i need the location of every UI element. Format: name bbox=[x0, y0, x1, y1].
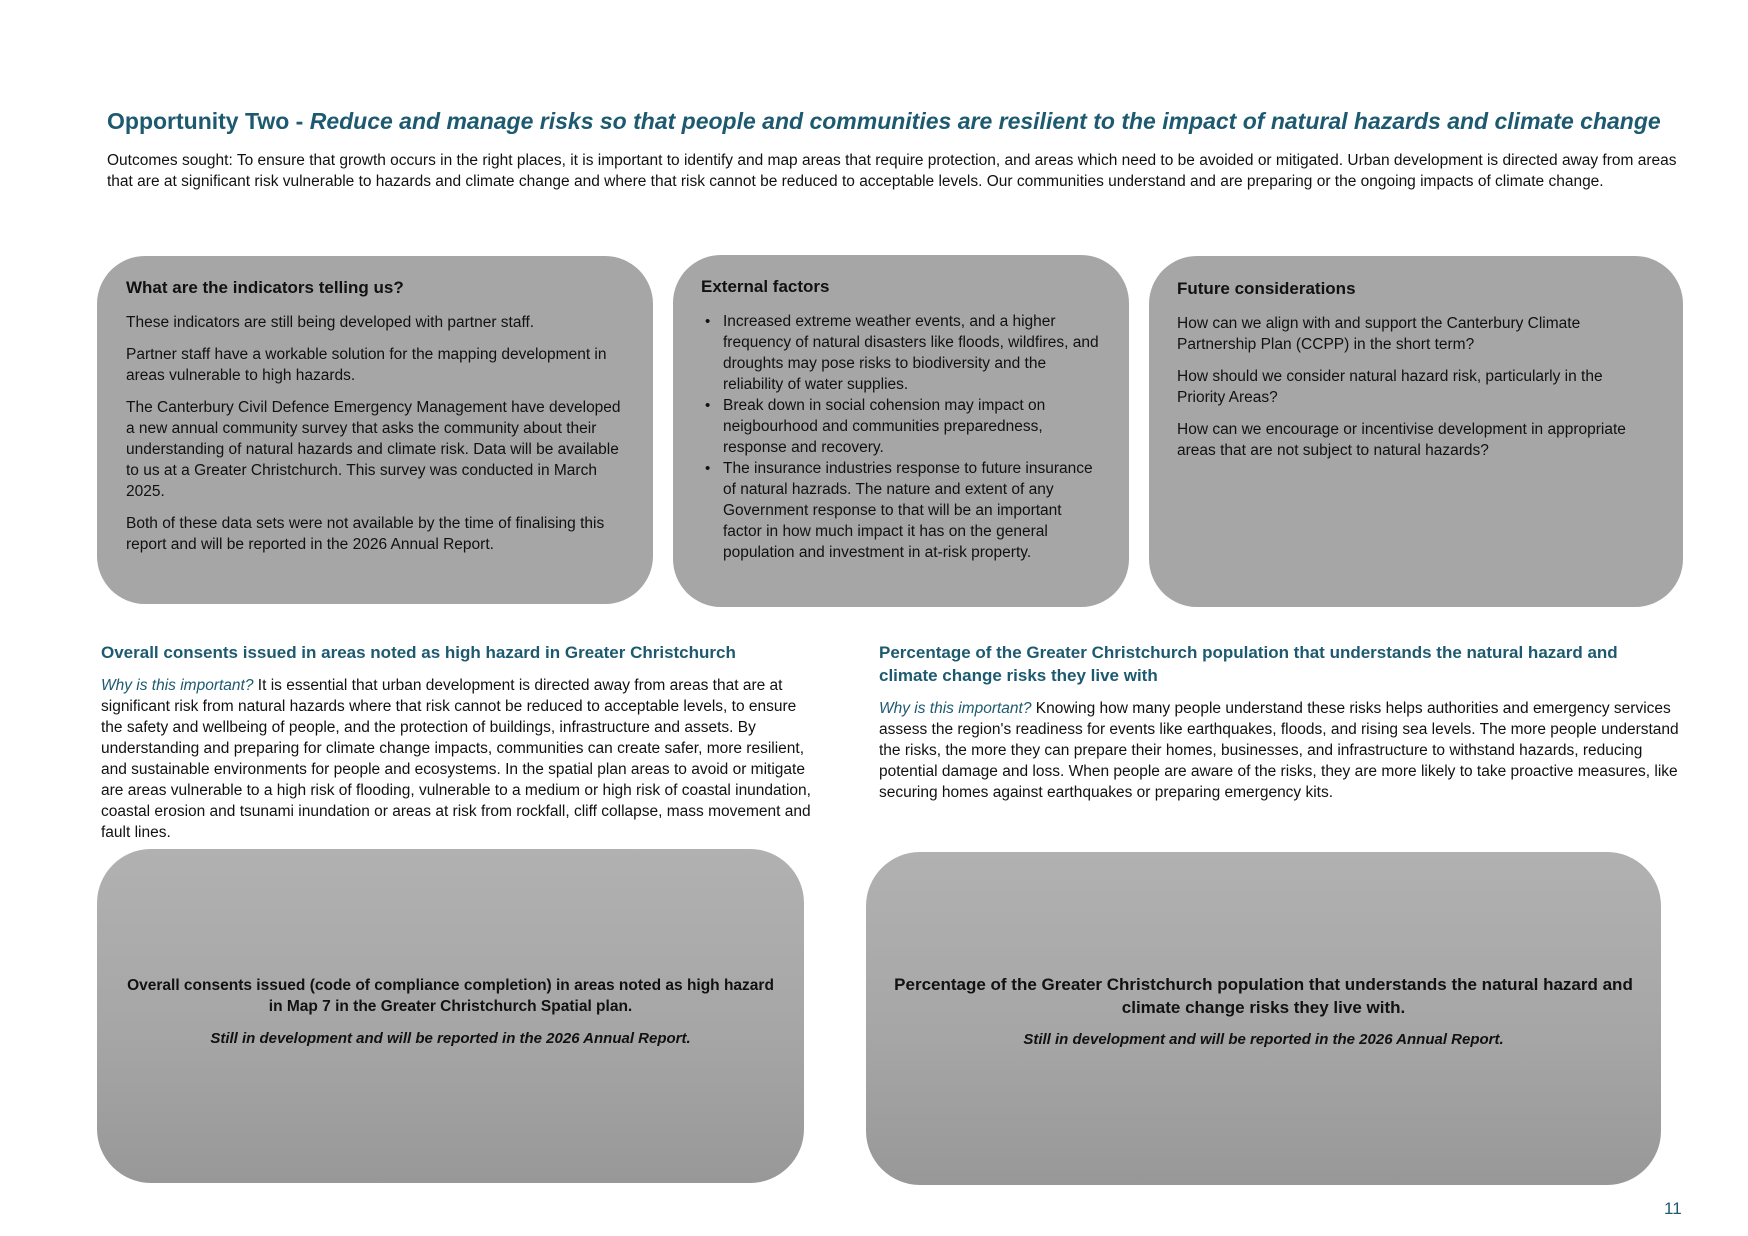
external-factors-panel bbox=[673, 255, 1129, 607]
population-placeholder-title: Percentage of the Greater Christchurch population that understands the natural hazard and climate change risks they live with. bbox=[894, 975, 1633, 1017]
indicators-paragraph: Partner staff have a workable solution for the mapping development in areas vulnerable to high hazards. bbox=[126, 346, 607, 384]
external-factor-item: • Increased extreme weather events, and a higher frequency of natural disasters like floods, wildfires, and droughts may pose risks to biodiversity and the reliability of water supplies. bbox=[701, 311, 1101, 395]
external-factors-list bbox=[701, 311, 1101, 563]
indicators-paragraph: These indicators are still being developed with partner staff. bbox=[126, 314, 535, 331]
page-heading bbox=[107, 108, 1667, 135]
indicators-paragraph: The Canterbury Civil Defence Emergency Management have developed a new annual community survey that asks the community about their understanding of natural hazards and climate risk. Data will be available to us at a Greater Christchurch. This survey was conducted in March 2025. bbox=[126, 399, 621, 500]
future-considerations-title: Future considerations bbox=[1177, 279, 1356, 298]
consents-section bbox=[101, 641, 821, 843]
page-number: 11 bbox=[1664, 1199, 1682, 1218]
population-understanding-section bbox=[879, 641, 1679, 803]
external-factor-item: • Break down in social cohension may impact on neigbourhood and communities preparedness, response and recovery. bbox=[701, 395, 1101, 458]
population-placeholder-note: Still in development and will be reported in the 2026 Annual Report. bbox=[1023, 1031, 1504, 1048]
outcomes-sought: Outcomes sought: To ensure that growth occurs in the right places, it is important to identify and map areas that require protection, and areas which need to be avoided or mitigated. Urban development is directed away from areas that are at significant risk vulnerable to hazards and climate change and where that risk cannot be reduced to acceptable levels. Our communities understand and are preparing or the ongoing impacts of climate change. bbox=[107, 152, 1677, 190]
consents-placeholder-title: Overall consents issued (code of compliance completion) in areas noted as high hazard in Map 7 in the Greater Christchurch Spatial plan. bbox=[127, 977, 774, 1015]
consents-placeholder-note: Still in development and will be reported in the 2026 Annual Report. bbox=[210, 1030, 691, 1047]
why-important-label: Why is this important? bbox=[879, 700, 1032, 717]
consents-indicator-placeholder bbox=[97, 849, 804, 1183]
population-body-text: Knowing how many people understand these risks helps authorities and emergency services assess the region's readiness for events like earthquakes, floods, and rising sea levels. The more people understand the risks, the more they can prepare their homes, businesses, and infrastructure to withstand hazards, reducing potential damage and loss. When people are aware of the risks, they are more likely to take proactive measures, like securing homes against earthquakes or preparing emergency kits. bbox=[879, 700, 1679, 801]
future-considerations-panel bbox=[1149, 256, 1683, 607]
why-important-label: Why is this important? bbox=[101, 677, 254, 694]
heading-subtitle: Reduce and manage risks so that people and communities are resilient to the impact of natural hazards and climate change bbox=[309, 108, 1661, 134]
population-section-body bbox=[879, 698, 1679, 803]
external-factor-item: • The insurance industries response to future insurance of natural hazrads. The nature and extent of any Government response to that will be an important factor in how much impact it has on the general population and investment in at-risk property. bbox=[701, 458, 1101, 563]
indicators-paragraph: Both of these data sets were not available by the time of finalising this report and will be reported in the 2026 Annual Report. bbox=[126, 515, 605, 553]
future-question: How can we encourage or incentivise development in appropriate areas that are not subject to natural hazards? bbox=[1177, 421, 1626, 459]
consents-section-title: Overall consents issued in areas noted as high hazard in Greater Christchurch bbox=[101, 643, 736, 662]
consents-body-text: It is essential that urban development is directed away from areas that are at significant risk from natural hazards where that risk cannot be reduced to acceptable levels, to ensure the safety and wellbeing of people, and the protection of buildings, infrastructure and assets. By understanding and preparing for climate change impacts, communities can create safer, more resilient, and sustainable environments for people and ecosystems. In the spatial plan areas to avoid or mitigate are areas vulnerable to a high risk of flooding, vulnerable to a medium or high risk of coastal inundation, coastal erosion and tsunami inundation or areas at risk from rockfall, cliff collapse, mass movement and fault lines. bbox=[101, 677, 811, 841]
external-factors-title: External factors bbox=[701, 277, 830, 296]
population-section-title: Percentage of the Greater Christchurch population that understands the natural hazard and climate change risks they live with bbox=[879, 643, 1618, 685]
future-question: How should we consider natural hazard risk, particularly in the Priority Areas? bbox=[1177, 368, 1603, 406]
future-question: How can we align with and support the Canterbury Climate Partnership Plan (CCPP) in the short term? bbox=[1177, 315, 1581, 353]
indicators-title: What are the indicators telling us? bbox=[126, 278, 404, 297]
indicators-panel bbox=[97, 256, 653, 604]
consents-section-body bbox=[101, 675, 821, 843]
population-indicator-placeholder bbox=[866, 852, 1661, 1185]
heading-main: Opportunity Two - bbox=[107, 108, 310, 134]
